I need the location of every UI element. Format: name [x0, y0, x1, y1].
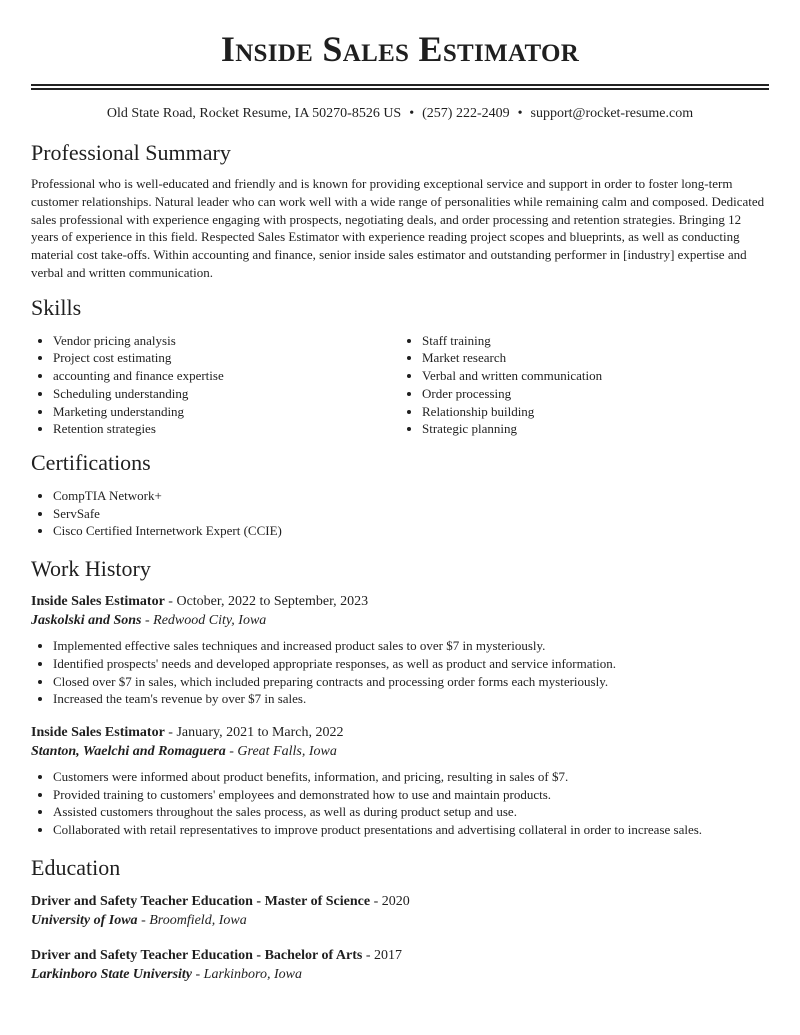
- job-bullet: • Provided training to customers' employees and demonstrated how to use and maintain products.: [53, 786, 769, 804]
- degree-line: [31, 892, 769, 911]
- school-name: University of Iowa: [31, 912, 138, 928]
- job-company-line: [31, 611, 769, 630]
- header-divider: [31, 84, 769, 90]
- contact-email: support@rocket-resume.com: [530, 106, 694, 121]
- job-bullet: • Increased the team's revenue by over $7 in sales.: [53, 690, 769, 708]
- skill-item: • Scheduling understanding: [53, 385, 400, 403]
- job-title-line: [31, 723, 769, 742]
- job-location: - Great Falls, Iowa: [225, 743, 337, 759]
- job-dates: - October, 2022 to September, 2023: [164, 594, 369, 610]
- skill-item: • Order processing: [422, 385, 769, 403]
- job-bullet: • Closed over $7 in sales, which included preparing contracts and processing order forms each mysteriously.: [53, 673, 769, 691]
- job-title-line: [31, 592, 769, 611]
- certifications-list: [31, 487, 769, 540]
- school-line: [31, 911, 769, 930]
- education-heading: Education: [31, 854, 121, 880]
- skills-column-left: [31, 332, 400, 438]
- degree-line: [31, 946, 769, 965]
- skill-item: • Vendor pricing analysis: [53, 332, 400, 350]
- job-bullet: • Collaborated with retail representatives to improve product presentations and advertising collateral in order to increase sales.: [53, 821, 769, 839]
- job-bullet: • Implemented effective sales techniques and increased product sales to over $7 in mysteriously.: [53, 637, 769, 655]
- job-bullet: • Identified prospects' needs and developed appropriate responses, as well as product and service information.: [53, 655, 769, 673]
- contact-line: [31, 105, 769, 123]
- skill-item: • Staff training: [422, 332, 769, 350]
- degree-year: - 2017: [362, 947, 402, 963]
- skills-list: [31, 332, 769, 438]
- skill-item: • Strategic planning: [422, 420, 769, 438]
- summary-heading: Professional Summary: [31, 140, 231, 165]
- job-entry: [31, 723, 769, 839]
- school-name: Larkinboro State University: [31, 966, 193, 982]
- skills-column-right: [400, 332, 769, 438]
- job-company-line: [31, 742, 769, 761]
- skill-item: • Verbal and written communication: [422, 367, 769, 385]
- skill-item: • Retention strategies: [53, 420, 400, 438]
- job-entry: [31, 592, 769, 708]
- contact-separator: •: [409, 106, 415, 121]
- education-entry: [31, 946, 769, 984]
- skill-item: • Market research: [422, 349, 769, 367]
- education-entry: [31, 892, 769, 930]
- skill-item: • Project cost estimating: [53, 349, 400, 367]
- degree: Driver and Safety Teacher Education - Master of Science: [31, 893, 371, 909]
- certification-item: • CompTIA Network+: [53, 487, 769, 505]
- work-history-heading: Work History: [31, 556, 151, 582]
- candidate-name: Inside Sales Estimator: [220, 29, 580, 69]
- job-company: Stanton, Waelchi and Romaguera: [31, 743, 226, 759]
- job-title: Inside Sales Estimator: [31, 594, 165, 610]
- summary-text: Professional who is well-educated and friendly and is known for providing exceptional service and support in order to foster long-term customer relationships. Natural leader who can work well with a wide range of personalities while remaining calm and composed. Dedicated sales professional with experience engaging with prospects, negotiating deals, and order processing and retention strategies. Bringing 12 years of experience in this field. Respected Sales Estimator with experience reading project scopes and blueprints, as well as conducting material cost take-offs. Within accounting and finance, senior inside sales estimator and outstanding performer in [industry] expertise and verbal and written communication.: [31, 176, 765, 280]
- certifications-heading: Certifications: [31, 450, 151, 475]
- skill-item: • Relationship building: [422, 403, 769, 421]
- job-title: Inside Sales Estimator: [31, 724, 165, 740]
- contact-address: Old State Road, Rocket Resume, IA 50270-8526 US: [106, 106, 402, 121]
- job-bullet: • Customers were informed about product benefits, information, and pricing, resulting in sales of $7.: [53, 768, 769, 786]
- job-company: Jaskolski and Sons: [31, 613, 142, 629]
- job-bullets: [31, 637, 769, 708]
- job-location: - Redwood City, Iowa: [141, 613, 267, 629]
- job-bullets: [31, 768, 769, 839]
- skill-item: • Marketing understanding: [53, 403, 400, 421]
- job-bullet: • Assisted customers throughout the sales process, as well as during product setup and use.: [53, 803, 769, 821]
- skill-item: • accounting and finance expertise: [53, 367, 400, 385]
- contact-separator: •: [517, 106, 523, 121]
- degree-year: - 2020: [370, 893, 410, 909]
- skills-heading: Skills: [31, 294, 82, 320]
- degree: Driver and Safety Teacher Education - Bachelor of Arts: [31, 947, 363, 963]
- contact-phone: (257) 222-2409: [422, 106, 510, 121]
- school-location: - Broomfield, Iowa: [137, 912, 247, 928]
- job-dates: - January, 2021 to March, 2022: [164, 724, 344, 740]
- school-line: [31, 965, 769, 984]
- certification-item: • ServSafe: [53, 505, 769, 523]
- certification-item: • Cisco Certified Internetwork Expert (CCIE): [53, 522, 769, 540]
- school-location: - Larkinboro, Iowa: [192, 966, 302, 982]
